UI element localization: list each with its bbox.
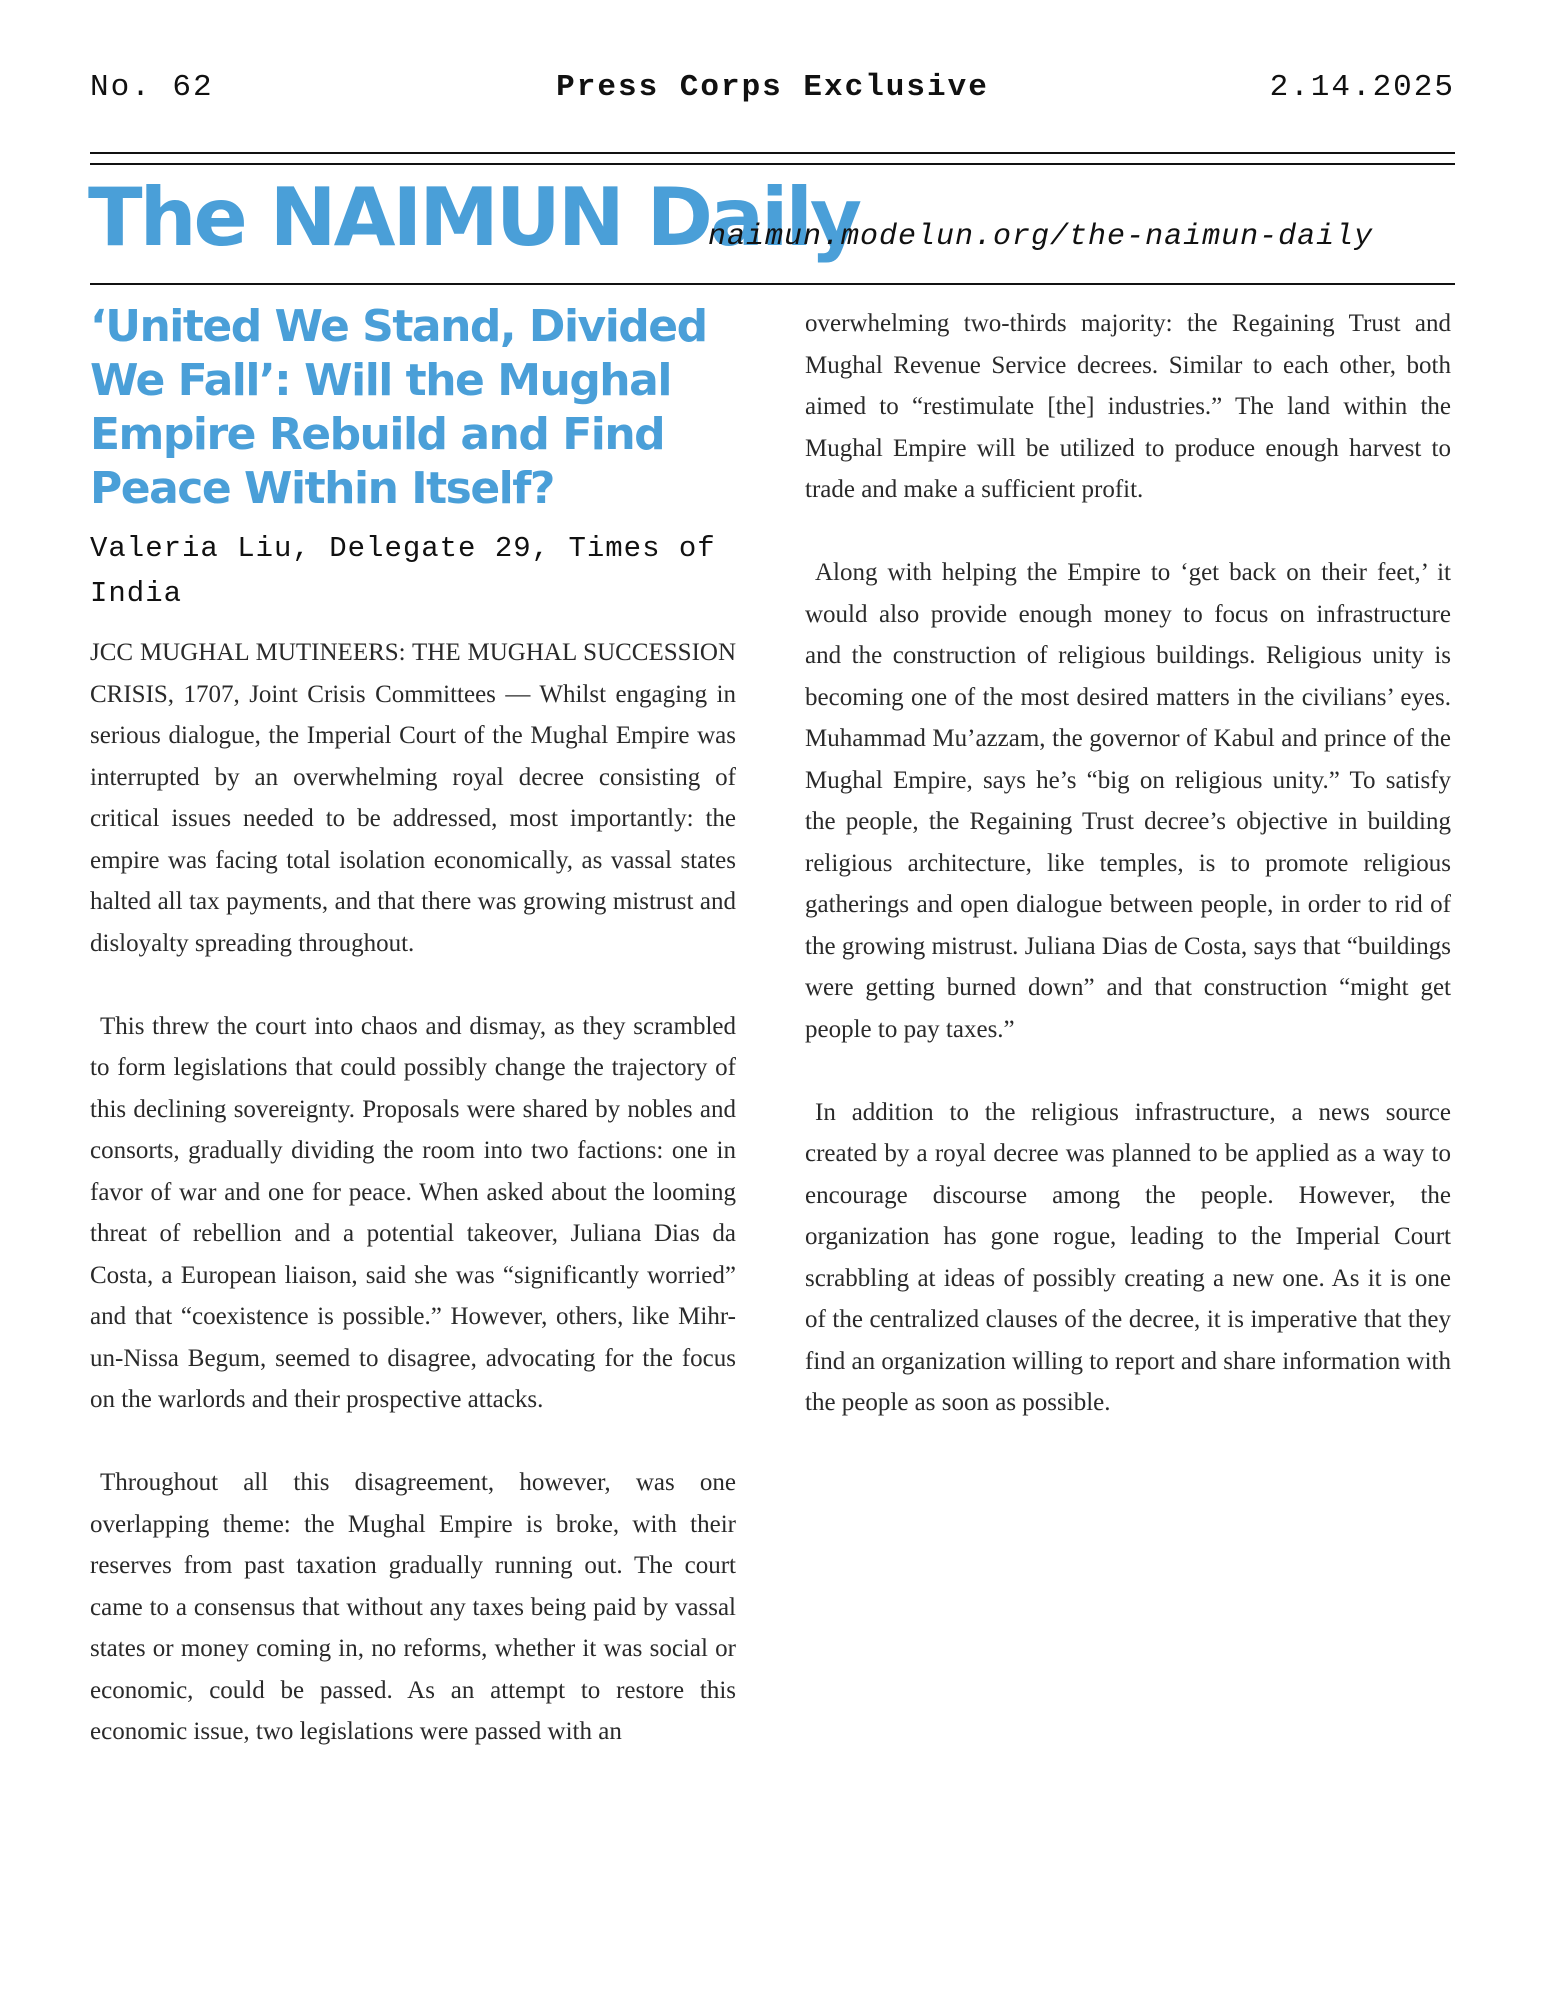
left-column (90, 300, 736, 1753)
paragraph: In addition to the religious infrastructure, a news source created by a royal decree was planned to be applied as a way to encourage discourse among the people. However, the organization has gone rogue, leading to the Imperial Court scrabbling at ideas of possibly creating a new one. As it is one of the centralized clauses of the decree, it is imperative that they find an organization willing to report and share information with the people as soon as possible. (805, 1098, 1451, 1416)
top-divider-second (90, 163, 1455, 165)
paragraph: overwhelming two-thirds majority: the Regaining Trust and Mughal Revenue Service decrees. Similar to each other, both aimed to “restimulate [the] industries.” The land within the Mughal Empire will be utilized to produce enough harvest to trade and make a sufficient profit. (805, 310, 1451, 503)
article-byline: Valeria Liu, Delegate 29, Times of India (90, 532, 716, 610)
right-column (805, 303, 1451, 1424)
left-column-body (90, 632, 736, 1753)
article-headline: ‘United We Stand, Divided We Fall’: Will the Mughal Empire Rebuild and Find Peace Within Itself? (90, 301, 707, 514)
paragraph: This threw the court into chaos and dismay, as they scrambled to form legislations that could possibly change the trajectory of this declining sovereignty. Proposals were shared by nobles and consorts, gradually dividing the room into two factions: one in favor of war and one for peace. When asked about the looming threat of rebellion and a potential takeover, Juliana Dias da Costa, a European liaison, said she was “significantly worried” and that “coexistence is possible.” However, others, like Mihr-un-Nissa Begum, seemed to disagree, advocating for the focus on the warlords and their prospective attacks. (90, 1012, 736, 1413)
issue-date: 2.14.2025 (1269, 70, 1455, 105)
section-label: Press Corps Exclusive (556, 70, 989, 105)
top-divider (90, 152, 1455, 154)
top-bar (90, 70, 1455, 110)
issue-number: No. 62 (90, 70, 214, 105)
masthead-title: The NAIMUN Daily (88, 171, 860, 264)
masthead-url: naimun.modelun.org/the-naimun-daily (708, 220, 1374, 254)
right-column-body (805, 303, 1451, 1424)
masthead-divider (90, 283, 1455, 285)
paragraph: Along with helping the Empire to ‘get back on their feet,’ it would also provide enough money to focus on infrastructure and the construction of religious buildings. Religious unity is becoming one of the most desired matters in the civilians’ eyes. Muhammad Mu’azzam, the governor of Kabul and prince of the Mughal Empire, says he’s “big on religious unity.” To satisfy the people, the Regaining Trust decree’s objective in building religious architecture, like temples, is to promote religious gatherings and open dialogue between people, in order to rid of the growing mistrust. Juliana Dias de Costa, says that “buildings were getting burned down” and that construction “might get people to pay taxes.” (805, 559, 1451, 1043)
paragraph: Throughout all this disagreement, however, was one overlapping theme: the Mughal Empire is broke, with their reserves from past taxation gradually running out. The court came to a consensus that without any taxes being paid by vassal states or money coming in, no reforms, whether it was social or economic, could be passed. As an attempt to restore this economic issue, two legislations were passed with an (90, 1469, 736, 1745)
paragraph: JCC MUGHAL MUTINEERS: THE MUGHAL SUCCESSION CRISIS, 1707, Joint Crisis Committees — Whilst engaging in serious dialogue, the Imperial Court of the Mughal Empire was interrupted by an overwhelming royal decree consisting of critical issues needed to be addressed, most importantly: the empire was facing total isolation economically, as vassal states halted all tax payments, and that there was growing mistrust and disloyalty spreading throughout. (90, 639, 736, 957)
